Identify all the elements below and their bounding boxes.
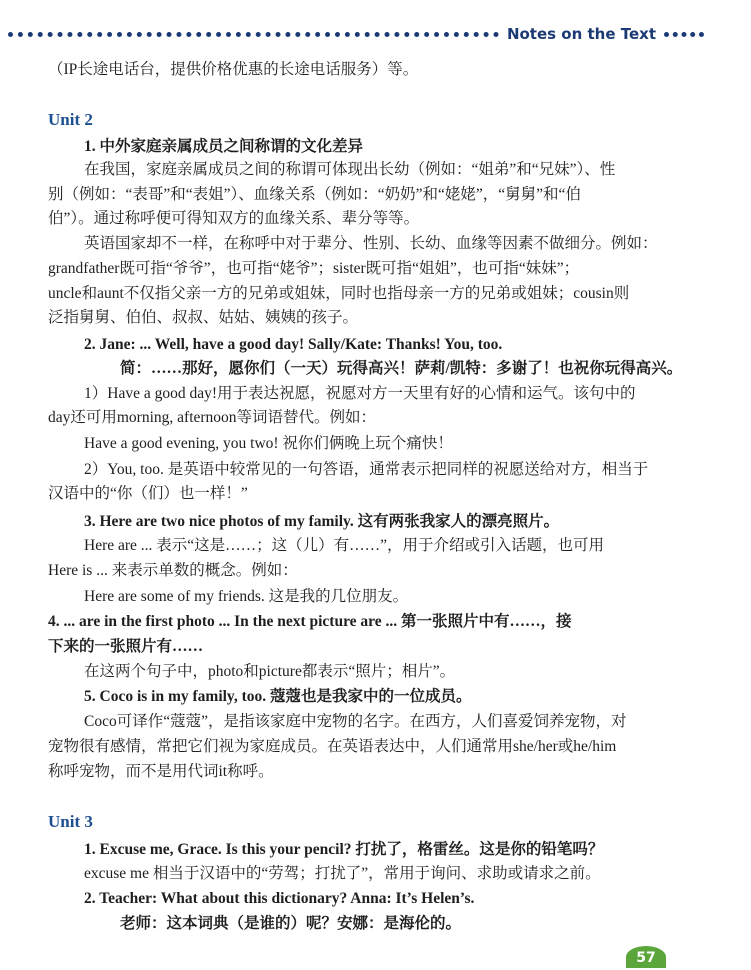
unit3-note1-heading: 1. Excuse me, Grace. Is this your pencil? 打扰了，格雷丝。这是你的铅笔吗？ (84, 841, 604, 858)
unit2-note5-p-line3: 称呼宠物，而不是用代词it称呼。 (48, 763, 274, 780)
unit2-note1-p1-line1: 在我国，家庭亲属成员之间的称谓可体现出长幼（例如：“姐弟”和“兄妹”）、性 (84, 161, 616, 178)
unit3-note2-heading: 2. Teacher: What about this dictionary? Anna: It’s Helen’s. (84, 890, 475, 907)
unit-2-title: Unit 2 (48, 110, 93, 129)
unit2-note3-p-line2: Here is ... 来表示单数的概念。例如： (48, 562, 298, 579)
unit2-note3-example: Here are some of my friends. 这是我的几位朋友。 (84, 588, 409, 605)
page-number-badge: 57 (626, 946, 666, 968)
header-dotted-rule-right (664, 32, 704, 37)
unit2-note2-p2-line2: 汉语中的“你（们）也一样！” (48, 485, 248, 502)
unit2-note1-p1-line2: 别（例如：“表哥”和“表姐”）、血缘关系（例如：“奶奶”和“姥姥”，“舅舅”和“伯 (48, 186, 581, 203)
unit2-note5-p-line1: Coco可译作“蔻蔻”，是指该家庭中宠物的名字。在西方，人们喜爱饲养宠物，对 (84, 713, 627, 730)
unit2-note2-p1-line2: day还可用morning, afternoon等词语替代。例如： (48, 409, 377, 426)
unit2-note1-p2-line1: 英语国家却不一样，在称呼中对于辈分、性别、长幼、血缘等因素不做细分。例如： (84, 235, 658, 252)
unit3-note1-p: excuse me 相当于汉语中的“劳驾；打扰了”，常用于询问、求助或请求之前。 (84, 865, 601, 882)
running-header (8, 22, 704, 46)
unit2-note1-p2-line4: 泛指舅舅、伯伯、叔叔、姑姑、姨姨的孩子。 (48, 309, 359, 326)
unit2-note2-p1-line1: 1）Have a good day!用于表达祝愿，祝愿对方一天里有好的心情和运气。该句中的 (84, 385, 636, 402)
unit2-note1-heading: 1. 中外家庭亲属成员之间称谓的文化差异 (84, 138, 364, 155)
unit2-note1-p2-line2: grandfather既可指“爷爷”，也可指“姥爷”；sister既可指“姐姐”，也可指“妹妹”； (48, 260, 580, 277)
unit2-note3-p-line1: Here are ... 表示“这是……；这（儿）有……”，用于介绍或引入话题，也可用 (84, 537, 605, 554)
unit2-note2-translation: 简：……那好，愿你们（一天）玩得高兴！萨莉/凯特：多谢了！也祝你玩得高兴。 (120, 360, 683, 377)
unit2-note2-p2-line1: 2）You, too. 是英语中较常见的一句答语，通常表示把同样的祝愿送给对方，相当于 (84, 461, 649, 478)
unit2-note1-p1-line3: 伯”）。通过称呼便可得知双方的血缘关系、辈分等等。 (48, 210, 420, 227)
unit2-note4-p: 在这两个句子中，photo和picture都表示“照片；相片”。 (84, 663, 456, 680)
header-title: Notes on the Text (506, 25, 656, 43)
unit3-note2-translation: 老师：这本词典（是谁的）呢？安娜：是海伦的。 (120, 915, 462, 932)
unit2-note5-heading: 5. Coco is in my family, too. 蔻蔻也是我家中的一位成员。 (84, 688, 472, 705)
unit2-note2-heading: 2. Jane: ... Well, have a good day! Sally/Kate: Thanks! You, too. (84, 336, 503, 353)
unit2-note5-p-line2: 宠物很有感情，常把它们视为家庭成员。在英语表达中，人们通常用she/her或he/him (48, 738, 617, 755)
unit2-note4-heading-line2: 下来的一张照片有…… (48, 638, 204, 655)
unit2-note4-heading-line1: 4. ... are in the first photo ... In the next picture are ... 第一张照片中有……，接 (48, 613, 572, 630)
unit2-note2-example: Have a good evening, you two! 祝你们俩晚上玩个痛快！ (84, 435, 453, 452)
intro-line: （IP长途电话台，提供价格优惠的长途电话服务）等。 (48, 61, 419, 78)
unit2-note3-heading: 3. Here are two nice photos of my family. 这有两张我家人的漂亮照片。 (84, 513, 560, 530)
header-dotted-rule-left (8, 32, 499, 37)
unit-3-title: Unit 3 (48, 812, 93, 831)
unit2-note1-p2-line3: uncle和aunt不仅指父亲一方的兄弟或姐妹，同时也指母亲一方的兄弟或姐妹；cousin则 (48, 285, 630, 302)
